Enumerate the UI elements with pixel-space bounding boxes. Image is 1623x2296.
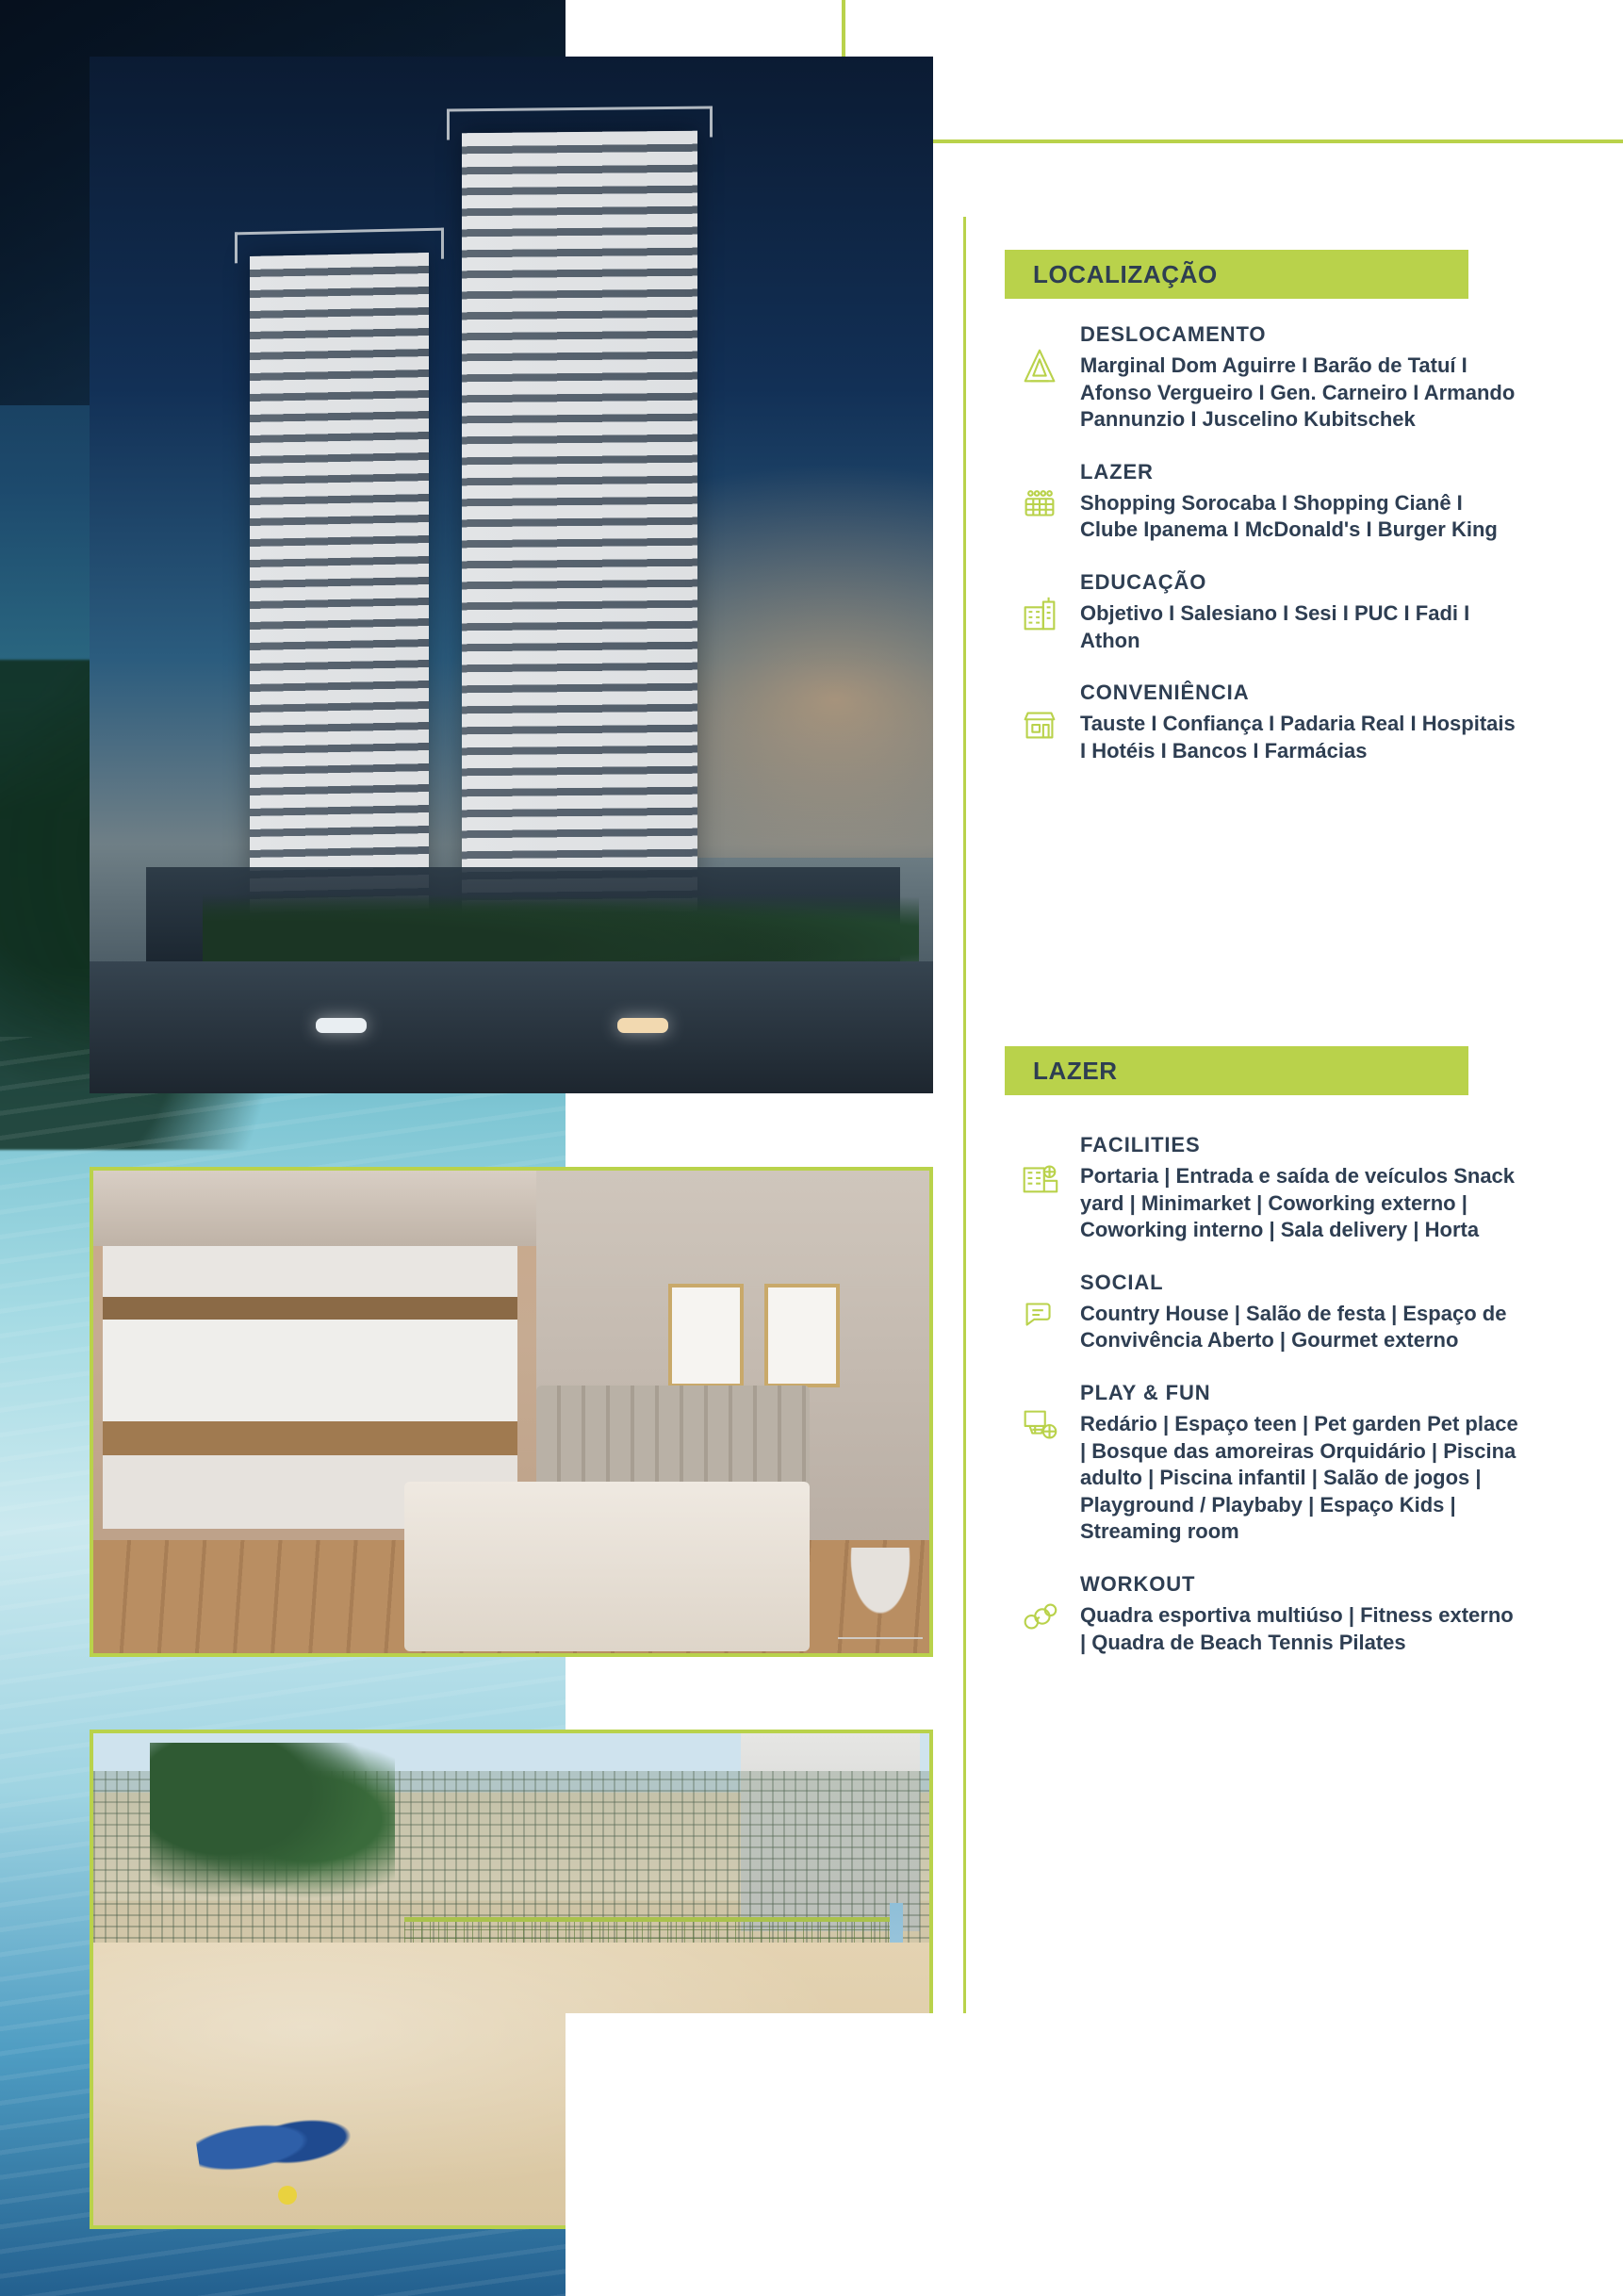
info-block (999, 1131, 1583, 1244)
school-building-icon (999, 568, 1080, 636)
tower-left (250, 253, 429, 935)
chat-bubbles-icon (999, 1269, 1080, 1337)
info-label: PLAY & FUN (1080, 1380, 1211, 1404)
info-label: DESLOCAMENTO (1080, 322, 1267, 346)
info-label: SOCIAL (1080, 1270, 1164, 1294)
section-header-localizacao (1005, 250, 1468, 299)
info-text-group (1080, 1570, 1523, 1656)
localizacao-items (999, 320, 1583, 789)
store-icon (999, 679, 1080, 746)
bedroom-render (90, 1167, 933, 1657)
info-label: WORKOUT (1080, 1571, 1196, 1596)
vertical-divider (963, 217, 966, 2064)
street (90, 961, 933, 1093)
dumbbell-icon (999, 1570, 1080, 1638)
beach-tennis-ball (278, 2186, 297, 2205)
section-title: LOCALIZAÇÃO (1033, 259, 1218, 288)
info-block (999, 679, 1583, 764)
info-text-group (1080, 458, 1523, 544)
section-header-lazer (1005, 1046, 1468, 1095)
info-body: Redário | Espaço teen | Pet garden Pet place | Bosque das amoreiras Orquidário | Piscina adulto | Piscina infantil | Salão de jogos | Playground / Playbaby | Espaço Kids | Streaming room (1080, 1411, 1518, 1544)
info-block (999, 1570, 1583, 1656)
wall-art-left (668, 1284, 744, 1387)
info-text-group (1080, 1269, 1523, 1354)
headboard (536, 1386, 810, 1489)
info-text-group (1080, 320, 1523, 434)
hero-building-render (90, 57, 933, 1093)
side-table (838, 1548, 923, 1639)
info-column (999, 0, 1583, 2296)
info-block (999, 1269, 1583, 1354)
info-block (999, 568, 1583, 654)
info-block (999, 1379, 1583, 1546)
info-body: Marginal Dom Aguirre I Barão de Tatuí I Afonso Vergueiro I Gen. Carneiro I Armando Pannunzio I Juscelino Kubitschek (1080, 353, 1516, 432)
palm-trees (150, 1743, 395, 1912)
wall-art-right (764, 1284, 840, 1387)
info-body: Portaria | Entrada e saída de veículos Snack yard | Minimarket | Coworking externo | Coworking interno | Sala delivery | Horta (1080, 1164, 1516, 1242)
info-text-group (1080, 568, 1523, 654)
info-body: Objetivo I Salesiano I Sesi I PUC I Fadi I Athon (1080, 600, 1470, 652)
shopping-cart-icon (999, 458, 1080, 526)
tower-right (462, 131, 697, 944)
basketball-hoop-icon (999, 1379, 1080, 1447)
info-text-group (1080, 1131, 1523, 1244)
info-label: FACILITIES (1080, 1133, 1201, 1156)
road-sign-icon (999, 320, 1080, 388)
info-body: Quadra esportiva multiúso | Fitness externo | Quadra de Beach Tennis Pilates (1080, 1602, 1514, 1654)
info-label: CONVENIÊNCIA (1080, 681, 1250, 705)
bed (404, 1482, 810, 1651)
info-block (999, 458, 1583, 544)
info-body: Tauste I Confiança I Padaria Real I Hospitais I Hotéis I Bancos I Farmácias (1080, 712, 1516, 763)
section-title: LAZER (1033, 1056, 1118, 1085)
info-block (999, 320, 1583, 434)
info-text-group (1080, 679, 1523, 764)
car-two (617, 1018, 668, 1033)
info-body: Country House | Salão de festa | Espaço de Convivência Aberto | Gourmet externo (1080, 1301, 1507, 1353)
info-body: Shopping Sorocaba I Shopping Cianê I Clube Ipanema I McDonald's I Burger King (1080, 490, 1498, 542)
info-label: EDUCAÇÃO (1080, 569, 1207, 594)
car-one (316, 1018, 367, 1033)
info-text-group (1080, 1379, 1523, 1546)
lazer-items (999, 1131, 1583, 1681)
info-label: LAZER (1080, 459, 1154, 484)
facilities-building-icon (999, 1131, 1080, 1199)
